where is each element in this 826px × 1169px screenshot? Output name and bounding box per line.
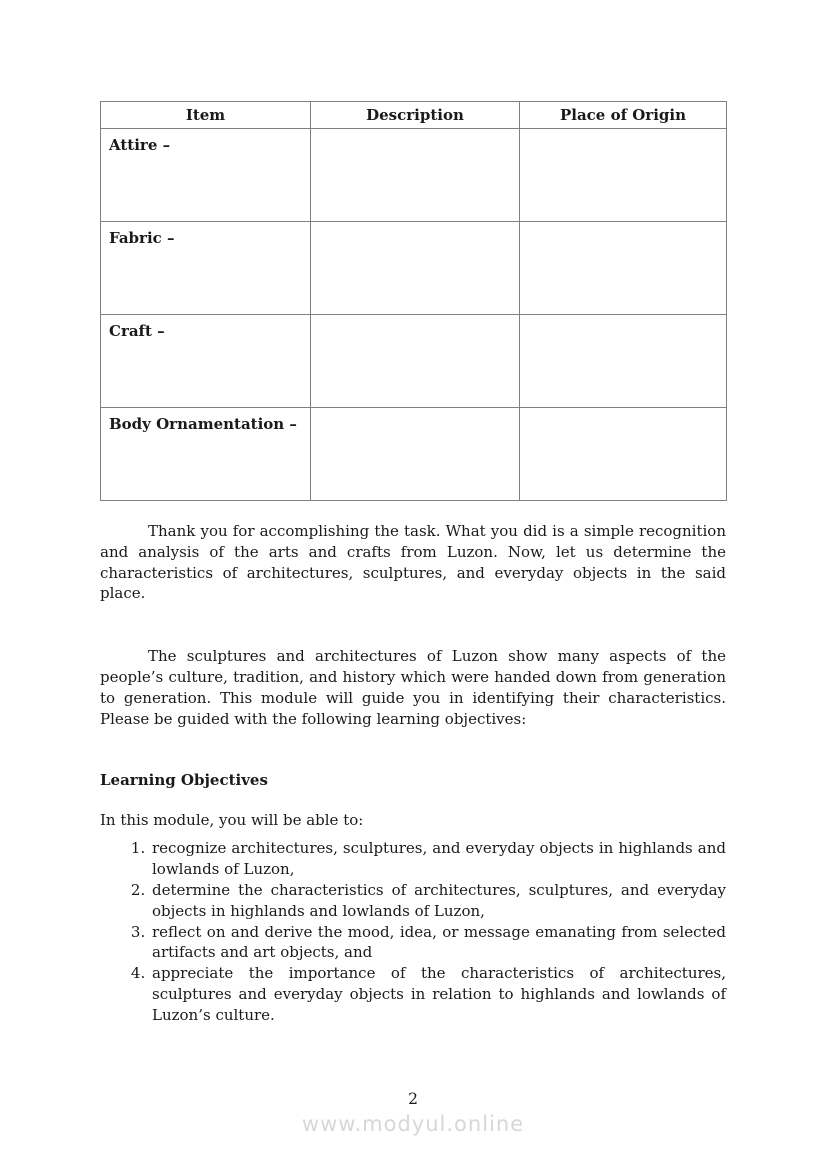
item-cell-attire: Attire – xyxy=(101,129,311,222)
table-row xyxy=(101,222,727,315)
paragraph-sculptures: The sculptures and architectures of Luzon show many aspects of the people’s culture, tradition, and history which were handed down from generation to generation. This module will guide you in identifying their characteristics. Please be guided with the following learning objectives: xyxy=(100,647,726,728)
objectives-intro: In this module, you will be able to: xyxy=(100,811,364,830)
page-content xyxy=(100,101,726,1026)
watermark: www.modyul.online xyxy=(301,1112,525,1136)
table-header-row xyxy=(101,102,727,129)
item-cell-body-ornamentation: Body Ornamentation – xyxy=(101,408,311,501)
objective-item: 4. appreciate the importance of the characteristics of architectures, sculptures and everyday objects in relation to highlands and lowlands of Luzon’s culture. xyxy=(150,963,726,1025)
learning-objectives-heading: Learning Objectives xyxy=(100,771,268,790)
table-header-description: Description xyxy=(311,102,520,129)
paragraph-thank-you: Thank you for accomplishing the task. What you did is a simple recognition and analysis of the arts and crafts from Luzon. Now, let us determine the characteristics of architectures, sculptures, and everyday objects in the said place. xyxy=(100,522,726,603)
place-of-origin-cell xyxy=(520,222,727,315)
objective-item: 2. determine the characteristics of architectures, sculptures, and everyday objects in highlands and lowlands of Luzon, xyxy=(150,880,726,922)
table-row xyxy=(101,315,727,408)
description-cell xyxy=(311,408,520,501)
table-header-place-of-origin: Place of Origin xyxy=(520,102,727,129)
objective-item: 3. reflect on and derive the mood, idea, or message emanating from selected artifacts and art objects, and xyxy=(150,922,726,964)
item-cell-fabric: Fabric – xyxy=(101,222,311,315)
description-cell xyxy=(311,222,520,315)
page-number: 2 xyxy=(408,1090,418,1108)
objective-item: 1. recognize architectures, sculptures, and everyday objects in highlands and lowlands of Luzon, xyxy=(150,838,726,880)
items-table xyxy=(100,101,727,501)
table-row xyxy=(101,408,727,501)
table-header-item: Item xyxy=(101,102,311,129)
description-cell xyxy=(311,315,520,408)
item-cell-craft: Craft – xyxy=(101,315,311,408)
objectives-list xyxy=(100,838,726,1025)
table-row xyxy=(101,129,727,222)
place-of-origin-cell xyxy=(520,129,727,222)
place-of-origin-cell xyxy=(520,408,727,501)
description-cell xyxy=(311,129,520,222)
place-of-origin-cell xyxy=(520,315,727,408)
